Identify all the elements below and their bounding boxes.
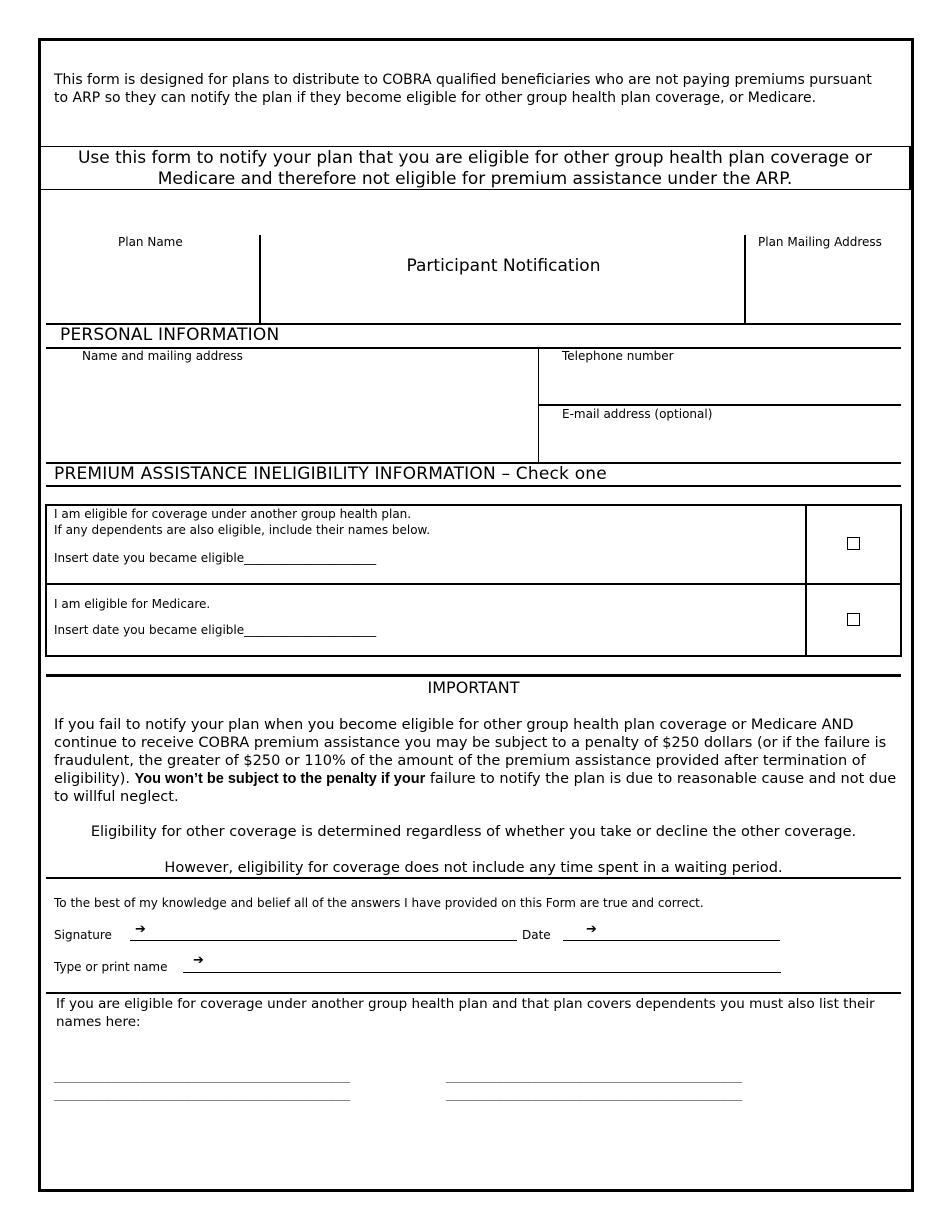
- telephone-label: Telephone number: [562, 349, 674, 363]
- divider: [46, 877, 901, 879]
- checkbox-icon[interactable]: [847, 613, 860, 626]
- checkbox-icon[interactable]: [847, 537, 860, 550]
- premium-heading: PREMIUM ASSISTANCE INELIGIBILITY INFORMATION – Check one: [54, 464, 607, 484]
- option-other-plan-line1: I am eligible for coverage under another group health plan.: [54, 507, 412, 521]
- option-medicare-date[interactable]: Insert date you became eligible______________________: [54, 623, 377, 637]
- dependents-text: If you are eligible for coverage under another group health plan and that plan covers dependents you must also list their names here:: [56, 996, 875, 1030]
- divider: [744, 235, 746, 323]
- arrow-right-icon: ➔: [586, 922, 597, 937]
- important-line-2: Eligibility for other coverage is determined regardless of whether you take or decline the other coverage.: [90, 824, 857, 840]
- dependent-name-field[interactable]: _________________________________________: [54, 1087, 351, 1101]
- dependent-name-field[interactable]: _________________________________________: [446, 1069, 743, 1083]
- divider: [46, 674, 901, 677]
- dependent-name-field[interactable]: _________________________________________: [54, 1069, 351, 1083]
- important-line-3: However, eligibility for coverage does not include any time spent in a waiting period.: [164, 860, 783, 876]
- important-text-bold: You won’t be subject to the penalty if your: [134, 771, 426, 787]
- important-heading: IMPORTANT: [427, 678, 520, 697]
- divider: [259, 235, 261, 323]
- print-name-label: Type or print name: [54, 960, 168, 974]
- important-text-1: If you fail to notify your plan when you become eligible for other group health plan coverage or Medicare AND continue to receive COBRA premium assistance you may be subject to a penalty of $250 dollars (or if the failure is fraudulent, the greater of $250 or 110% of the amount of the premium assistance provided after termination of eligibility).: [54, 717, 887, 787]
- plan-name-label: Plan Name: [118, 235, 183, 249]
- divider: [45, 583, 902, 585]
- option-other-plan-line2: If any dependents are also eligible, include their names below.: [54, 523, 431, 537]
- date-label: Date: [522, 928, 551, 942]
- important-paragraph: [54, 716, 899, 806]
- important-text-2: failure to notify the plan is due to reasonable cause and not due to willful neglect.: [54, 771, 897, 805]
- signature-label: Signature: [54, 928, 112, 942]
- option-medicare-line1: I am eligible for Medicare.: [54, 597, 211, 611]
- plan-address-label: Plan Mailing Address: [758, 235, 882, 249]
- name-address-label: Name and mailing address: [82, 349, 243, 363]
- option-other-plan-date[interactable]: Insert date you became eligible______________________: [54, 551, 377, 565]
- page-title: Participant Notification: [406, 256, 601, 276]
- divider: [46, 485, 901, 487]
- banner-text: Use this form to notify your plan that you are eligible for other group health plan coverage or Medicare and therefore not eligible for premium assistance under the ARP.: [77, 148, 873, 189]
- print-name-line[interactable]: [183, 972, 781, 973]
- arrow-right-icon: ➔: [135, 922, 146, 937]
- signature-line[interactable]: [130, 940, 517, 941]
- divider: [805, 504, 807, 657]
- arrow-right-icon: ➔: [193, 953, 204, 968]
- intro-text: This form is designed for plans to distribute to COBRA qualified beneficiaries who are not paying premiums pursuant to ARP so they can notify the plan if they become eligible for other group health plan coverage, or Medicare.: [54, 72, 872, 106]
- divider: [539, 404, 901, 406]
- dependent-name-field[interactable]: _________________________________________: [446, 1087, 743, 1101]
- divider: [46, 992, 901, 994]
- personal-info-heading: PERSONAL INFORMATION: [60, 325, 280, 345]
- certification-statement: To the best of my knowledge and belief all of the answers I have provided on this Form are true and correct.: [54, 896, 704, 910]
- date-line[interactable]: [563, 940, 780, 941]
- email-label: E-mail address (optional): [562, 407, 713, 421]
